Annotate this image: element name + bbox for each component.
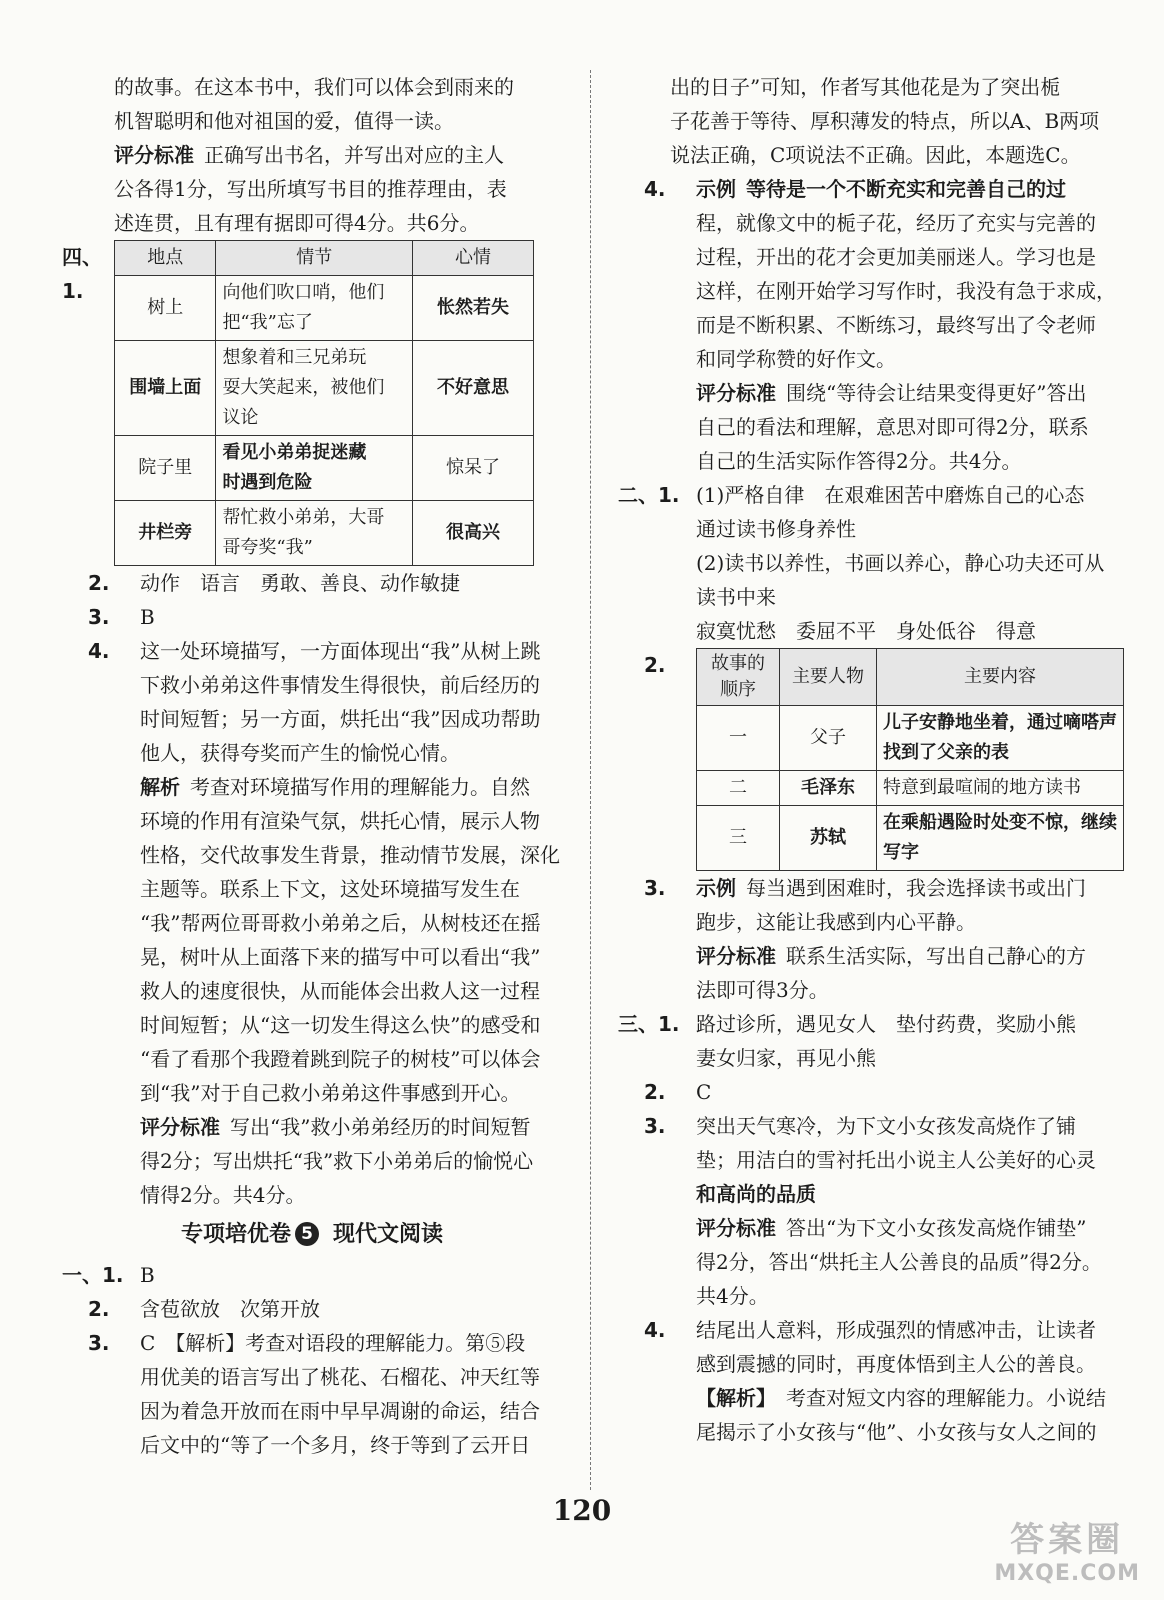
table-row — [697, 806, 1124, 871]
analysis-line: 到“我”对于自己救小弟弟这件事感到开心。 — [140, 1081, 521, 1105]
section-number-badge: 5 — [295, 1222, 319, 1246]
table-cell: 帮忙救小弟弟，大哥 哥夸奖“我” — [216, 501, 413, 566]
answer-line: 感到震撼的同时，再度体悟到主人公的善良。 — [696, 1352, 1096, 1376]
analysis-line: 救人的速度很快，从而能体会出救人这一过程 — [140, 979, 540, 1003]
table-cell: 不好意思 — [412, 341, 533, 436]
score-label: 评分标准 — [696, 381, 776, 405]
table-header: 主要内容 — [877, 649, 1124, 706]
analysis-line: 尾揭示了小女孩与“他”、小女孩与女人之间的 — [696, 1420, 1097, 1444]
example-label: 示例 — [696, 876, 736, 900]
right-column — [618, 70, 1124, 1449]
answer-line: 下救小弟弟这件事情发生得很快，前后经历的 — [140, 673, 540, 697]
score-line: 评分标准 围绕“等待会让结果变得更好”答出 — [696, 381, 1087, 405]
answer-line: 垫；用洁白的雪衬托出小说主人公美好的心灵 — [696, 1148, 1096, 1172]
answer-line: 和高尚的品质 — [696, 1182, 816, 1206]
analysis-line: 解析 考查对环境描写作用的理解能力。自然 — [140, 775, 530, 799]
plot-mood-table — [114, 240, 534, 566]
answer-line: 2. 动作 语言 勇敢、善良、动作敏捷 — [88, 571, 460, 595]
section-title: 专项培优卷 5 现代文阅读 — [180, 1222, 444, 1247]
answer-line: 3. 突出天气寒冷，为下文小女孩发高烧作了铺 — [644, 1114, 1076, 1138]
score-line: 共4分。 — [696, 1284, 769, 1308]
table-header: 地点 — [115, 241, 216, 276]
score-line: 得2分，答出“烘托主人公善良的品质”得2分。 — [696, 1250, 1102, 1274]
table-cell: 围墙上面 — [115, 341, 216, 436]
table-cell: 二 — [697, 771, 780, 806]
table-cell: 很高兴 — [412, 501, 533, 566]
table-row — [697, 706, 1124, 771]
score-line: 法即可得3分。 — [696, 978, 829, 1002]
analysis-line: 时间短暂；从“这一切发生得这么快”的感受和 — [140, 1013, 541, 1037]
table-cell: 树上 — [115, 276, 216, 341]
table-header: 心情 — [412, 241, 533, 276]
table-cell: 井栏旁 — [115, 501, 216, 566]
score-line: 自己的看法和理解，意思对即可得2分，联系 — [696, 415, 1089, 439]
answer-line: 子花善于等待、厚积薄发的特点，所以A、B两项 — [670, 109, 1100, 133]
score-line: 自己的生活实际作答得2分。共4分。 — [696, 449, 1022, 473]
answer-line: 他人，获得夸奖而产生的愉悦心情。 — [140, 741, 460, 765]
table1-block — [62, 240, 562, 566]
score-label: 评分标准 — [114, 143, 194, 167]
answer-line: 三、1. 路过诊所，遇见女人 垫付药费，奖励小熊 — [618, 1012, 1076, 1036]
answer-line: 而是不断积累、不断练习，最终写出了令老师 — [696, 313, 1096, 337]
table-cell: 父子 — [780, 706, 877, 771]
score-line: 评分标准 写出“我”救小弟弟经历的时间短暂 — [140, 1115, 531, 1139]
column-divider — [590, 70, 591, 1490]
watermark-logo: 答案圈 MXQE.COM — [994, 1520, 1140, 1586]
answer-line: 通过读书修身养性 — [696, 517, 856, 541]
table-row — [115, 341, 534, 436]
story-table — [696, 648, 1124, 871]
answer-line: 4. 示例 等待是一个不断充实和完善自己的过 — [644, 177, 1066, 201]
table-cell: 想象着和三兄弟玩 耍大笑起来，被他们 议论 — [216, 341, 413, 436]
table-header: 情节 — [216, 241, 413, 276]
answer-line: 3. C 【解析】考查对语段的理解能力。第⑤段 — [88, 1331, 526, 1355]
answer-line: 读书中来 — [696, 585, 776, 609]
table-row — [115, 276, 534, 341]
analysis-line: “看了看那个我蹬着跳到院子的树枝”可以体会 — [140, 1047, 541, 1071]
question-number: 2. — [644, 653, 666, 677]
analysis-line: 【解析】 考查对短文内容的理解能力。小说结 — [696, 1386, 1106, 1410]
intro-line: 的故事。在这本书中，我们可以体会到雨来的 — [114, 75, 514, 99]
answer-line: 4. 这一处环境描写，一方面体现出“我”从树上跳 — [88, 639, 541, 663]
answer-line: 跑步，这能让我感到内心平静。 — [696, 910, 976, 934]
answer-line: (2)读书以养性，书画以养心，静心功夫还可从 — [696, 551, 1105, 575]
left-column — [62, 70, 562, 1462]
table-header-row — [697, 649, 1124, 706]
table-row — [697, 771, 1124, 806]
example-label: 示例 — [696, 177, 736, 201]
table2-block — [618, 648, 1124, 871]
table-cell: 儿子安静地坐着，通过嘀嗒声找到了父亲的表 — [877, 706, 1124, 771]
table-cell: 一 — [697, 706, 780, 771]
table-cell: 怅然若失 — [412, 276, 533, 341]
analysis-line: 晃，树叶从上面落下来的描写中可以看出“我” — [140, 945, 541, 969]
score-label: 评分标准 — [696, 1216, 776, 1240]
answer-line: 二、1. (1)严格自律 在艰难困苦中磨炼自己的心态 — [618, 483, 1085, 507]
answer-line: 和同学称赞的好作文。 — [696, 347, 896, 371]
table-cell: 看见小弟弟捉迷藏 时遇到危险 — [216, 436, 413, 501]
answer-line: 寂寞忧愁 委屈不平 身处低谷 得意 — [696, 619, 1036, 643]
answer-line: 2. 含苞欲放 次第开放 — [88, 1297, 320, 1321]
analysis-line: 主题等。联系上下文，这处环境描写发生在 — [140, 877, 520, 901]
answer-line: 3. 示例 每当遇到困难时，我会选择读书或出门 — [644, 876, 1086, 900]
table-cell: 惊呆了 — [412, 436, 533, 501]
answer-line: 2. C — [644, 1080, 712, 1104]
table-row — [115, 436, 534, 501]
analysis-line: “我”帮两位哥哥救小弟弟之后，从树枝还在摇 — [140, 911, 541, 935]
answer-line: 4. 结尾出人意料，形成强烈的情感冲击，让读者 — [644, 1318, 1096, 1342]
table-row — [115, 501, 534, 566]
answer-line: 3. B — [88, 605, 155, 629]
table-cell: 院子里 — [115, 436, 216, 501]
answer-line: 出的日子”可知，作者写其他花是为了突出栀 — [670, 75, 1061, 99]
score-label: 评分标准 — [696, 944, 776, 968]
table-cell: 在乘船遇险时处变不惊，继续写字 — [877, 806, 1124, 871]
score-line: 得2分；写出烘托“我”救下小弟弟后的愉悦心 — [140, 1149, 534, 1173]
analysis-label: 解析 — [140, 775, 180, 799]
table-cell: 苏轼 — [780, 806, 877, 871]
answer-line: 一、1. B — [62, 1263, 155, 1287]
table-header-row — [115, 241, 534, 276]
table-header: 故事的顺序 — [697, 649, 780, 706]
table-cell: 向他们吹口哨，他们 把“我”忘了 — [216, 276, 413, 341]
score-line: 评分标准 联系生活实际，写出自己静心的方 — [696, 944, 1086, 968]
answer-line: 后文中的“等了一个多月，终于等到了云开日 — [140, 1433, 531, 1457]
table-cell: 特意到最喧闹的地方读书 — [877, 771, 1124, 806]
answer-line: 因为着急开放而在雨中早早凋谢的命运，结合 — [140, 1399, 540, 1423]
analysis-line: 性格，交代故事发生背景，推动情节发展，深化 — [140, 843, 560, 867]
answer-line: 说法正确，C项说法不正确。因此，本题选C。 — [670, 143, 1081, 167]
score-line: 评分标准 正确写出书名，并写出对应的主人 — [114, 143, 504, 167]
answer-line: 用优美的语言写出了桃花、石榴花、冲天红等 — [140, 1365, 540, 1389]
score-label: 评分标准 — [140, 1115, 220, 1139]
answer-line: 这样，在刚开始学习写作时，我没有急于求成， — [696, 279, 1116, 303]
answer-line: 妻女归家，再见小熊 — [696, 1046, 876, 1070]
answer-line: 时间短暂；另一方面，烘托出“我”因成功帮助 — [140, 707, 541, 731]
page-number: 120 — [552, 1494, 612, 1527]
intro-line: 机智聪明和他对祖国的爱，值得一读。 — [114, 109, 454, 133]
table-cell: 毛泽东 — [780, 771, 877, 806]
answer-line: 过程，开出的花才会更加美丽迷人。学习也是 — [696, 245, 1096, 269]
analysis-line: 环境的作用有渲染气氛，烘托心情，展示人物 — [140, 809, 540, 833]
score-line: 评分标准 答出“为下文小女孩发高烧作铺垫” — [696, 1216, 1087, 1240]
score-line: 述连贯，且有理有据即可得4分。共6分。 — [114, 211, 480, 235]
table-cell: 三 — [697, 806, 780, 871]
answer-line: 程，就像文中的栀子花，经历了充实与完善的 — [696, 211, 1096, 235]
section-label: 四、1. — [62, 245, 102, 303]
score-line: 情得2分。共4分。 — [140, 1183, 306, 1207]
analysis-label: 【解析】 — [696, 1386, 776, 1410]
score-line: 公各得1分，写出所填写书目的推荐理由，表 — [114, 177, 507, 201]
table-header: 主要人物 — [780, 649, 877, 706]
